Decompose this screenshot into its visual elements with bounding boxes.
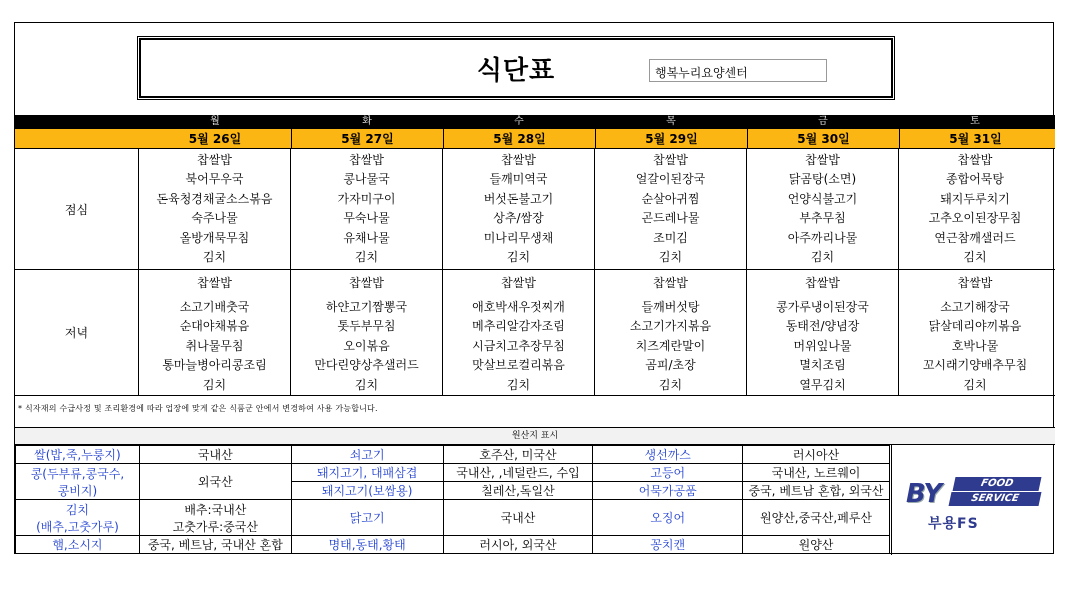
menu-item: 김치	[963, 377, 987, 392]
table-row	[16, 464, 890, 482]
menu-item: 통마늘병아리콩조림	[162, 358, 267, 373]
weekday-wed: 수	[514, 116, 524, 127]
origin-country	[139, 500, 291, 536]
origin-country: 원양산,중국산,페루산	[743, 500, 890, 536]
dinner-label: 저녁	[15, 270, 139, 395]
menu-item: 종합어묵탕	[946, 172, 1004, 187]
menu-item: 가자미구이	[337, 191, 396, 206]
lunch-label: 점심	[15, 149, 139, 269]
menu-item: 치즈계란말이	[635, 338, 706, 353]
dinner-day-1	[291, 270, 443, 395]
menu-item: 콩가루냉이된장국	[776, 300, 869, 314]
origin-item	[16, 464, 140, 500]
menu-item: 숙주나물	[191, 211, 238, 226]
menu-item: 찹쌀밥	[501, 276, 536, 290]
lunch-day-2	[443, 149, 595, 269]
origin-title: 원산지 표시	[15, 428, 1055, 445]
origin-country-line: 배추:국내산	[184, 502, 247, 517]
weekday-thu: 목	[666, 116, 676, 127]
origin-country: 중국, 베트남, 국내산 혼합	[139, 536, 291, 554]
page-title: 식단표	[476, 56, 556, 86]
logo-food: FOOD	[953, 477, 1042, 491]
origin-item: 쇠고기	[291, 446, 443, 464]
center-name: 행복누리요양센터	[649, 59, 827, 82]
origin-item: 고등어	[593, 464, 743, 482]
menu-item: 김치	[354, 249, 379, 264]
menu-item: 찹쌀밥	[197, 276, 232, 290]
logo-service: SERVICE	[949, 492, 1042, 506]
menu-item: 동태전/양념장	[785, 319, 860, 334]
origin-country: 칠레산,독일산	[443, 482, 593, 500]
date-sat: 5월 31일	[899, 129, 1051, 148]
dinner-day-2	[443, 270, 595, 395]
menu-item: 들깨버섯탕	[641, 300, 700, 314]
menu-item: 미나리무생채	[483, 230, 554, 245]
menu-item: 찹쌀밥	[805, 153, 840, 167]
origin-country: 국내산, ,네덜란드, 수입	[443, 464, 593, 482]
weekday-row	[15, 115, 1055, 129]
dinner-row	[15, 270, 1055, 396]
dinner-day-5	[899, 270, 1051, 395]
menu-item: 시금치고추장무침	[472, 338, 565, 353]
menu-item: 버섯돈불고기	[483, 191, 554, 206]
lunch-day-1	[291, 149, 443, 269]
menu-item: 김치	[202, 377, 227, 392]
lunch-day-3	[595, 149, 747, 269]
menu-item: 들깨미역국	[489, 172, 548, 187]
origin-item	[16, 500, 140, 536]
menu-item: 소고기배춧국	[179, 300, 250, 314]
menu-item: 돼지두루치기	[940, 191, 1010, 206]
menu-item: 상추/쌈장	[493, 211, 544, 226]
menu-item: 열무김치	[799, 377, 846, 392]
menu-item: 닭곰탕(소면)	[788, 172, 857, 187]
menu-item: 찹쌀밥	[957, 153, 993, 167]
logo-by: BY	[906, 479, 942, 509]
menu-item: 찹쌀밥	[653, 153, 688, 167]
origin-table	[15, 445, 890, 554]
menu-item: 찹쌀밥	[805, 276, 840, 290]
origin-item: 명태,동태,황태	[291, 536, 443, 554]
menu-item: 애호박새우젓찌개	[472, 300, 565, 314]
menu-item: 소고기해장국	[940, 300, 1010, 314]
menu-item: 콩나물국	[343, 172, 390, 187]
menu-item: 북어무우국	[185, 172, 244, 187]
menu-item: 부추무침	[799, 211, 846, 226]
table-row	[16, 536, 890, 554]
origin-item: 햄,소시지	[16, 536, 140, 554]
origin-country: 국내산, 노르웨이	[743, 464, 890, 482]
menu-item: 얼갈이된장국	[635, 172, 706, 187]
origin-item: 돼지고기, 대패삼겹	[291, 464, 443, 482]
menu-item: 김치	[202, 249, 227, 264]
menu-item: 김치	[810, 249, 835, 264]
menu-item: 곰피/초장	[645, 358, 696, 373]
menu-item: 아주까리나물	[787, 230, 858, 245]
menu-item: 찹쌀밥	[957, 276, 993, 290]
date-wed: 5월 28일	[443, 129, 595, 148]
menu-item: 순대야채볶음	[179, 319, 250, 334]
logo-company-name: 부용FS	[928, 516, 979, 532]
origin-item-line: 콩(두부류,콩국수,	[30, 466, 125, 481]
menu-item: 무숙나물	[343, 211, 390, 226]
menu-item: 머위잎나물	[793, 338, 852, 353]
origin-item: 꽁치캔	[593, 536, 743, 554]
menu-item: 찹쌀밥	[653, 276, 688, 290]
company-logo	[891, 445, 1055, 555]
menu-item: 김치	[658, 377, 683, 392]
origin-item-line: 김치	[65, 502, 90, 517]
dinner-day-3	[595, 270, 747, 395]
menu-item: 김치	[963, 249, 987, 264]
origin-country: 국내산	[139, 446, 291, 464]
weekday-tue: 화	[362, 116, 372, 127]
weekday-mon: 월	[210, 116, 220, 127]
menu-item: 김치	[658, 249, 683, 264]
menu-item: 톳두부무침	[337, 319, 396, 334]
origin-country: 외국산	[139, 464, 291, 500]
date-tue: 5월 27일	[291, 129, 443, 148]
origin-country: 중국, 베트남 혼합, 외국산	[743, 482, 890, 500]
menu-item: 조미김	[653, 230, 688, 245]
lunch-day-0	[139, 149, 291, 269]
origin-country: 호주산, 미국산	[443, 446, 593, 464]
table-row	[16, 500, 890, 536]
menu-item: 순살아귀찜	[641, 191, 700, 206]
menu-item: 꼬시래기양배추무침	[922, 358, 1028, 373]
menu-item: 돈육청경채굴소스볶음	[156, 191, 273, 206]
date-thu: 5월 29일	[595, 129, 747, 148]
origin-item: 오징어	[593, 500, 743, 536]
menu-item: 닭살데리야끼볶음	[928, 319, 1022, 334]
menu-item: 찹쌀밥	[501, 153, 536, 167]
menu-item: 유채나물	[343, 230, 390, 245]
table-row	[16, 446, 890, 464]
origin-section	[15, 427, 1055, 555]
menu-item: 소고기가지볶음	[629, 319, 712, 334]
menu-item: 메추리알감자조림	[472, 319, 565, 334]
date-mon: 5월 26일	[188, 132, 242, 146]
menu-item: 멸치조림	[799, 358, 846, 373]
origin-item: 닭고기	[291, 500, 443, 536]
menu-item: 오이볶음	[343, 338, 390, 353]
origin-country-line: 고춧가루:중국산	[172, 519, 258, 534]
menu-item: 곤드레나물	[641, 211, 700, 226]
lunch-row	[15, 149, 1055, 270]
origin-item-line: 콩비지)	[57, 483, 98, 498]
menu-item: 언양식불고기	[787, 191, 858, 206]
origin-item: 생선까스	[593, 446, 743, 464]
dinner-day-4	[747, 270, 899, 395]
origin-country: 러시아산	[743, 446, 890, 464]
origin-item-line: (배추,고춧가루)	[36, 519, 119, 534]
menu-item: 김치	[506, 249, 531, 264]
weekday-sat: 토	[970, 116, 980, 127]
menu-item: 취나물무침	[185, 338, 244, 353]
menu-item: 만다린양상추샐러드	[314, 358, 419, 373]
menu-item: 올방개묵무침	[179, 230, 250, 245]
menu-sheet	[14, 22, 1054, 554]
origin-item: 돼지고기(보쌈용)	[291, 482, 443, 500]
origin-country: 원양산	[743, 536, 890, 554]
weekday-fri: 금	[818, 116, 828, 127]
origin-item: 어묵가공품	[593, 482, 743, 500]
lunch-day-5	[899, 149, 1051, 269]
menu-item: 하얀고기짬뽕국	[325, 300, 408, 314]
menu-item: 찹쌀밥	[349, 153, 384, 167]
menu-item: 맛살브로컬리볶음	[472, 358, 565, 373]
substitution-note: * 식자재의 수급사정 및 조리환경에 따라 업장에 맞게 같은 식품군 안에서 변경하여 사용 가능합니다.	[18, 404, 378, 413]
menu-item: 김치	[506, 377, 531, 392]
date-fri: 5월 30일	[747, 129, 899, 148]
date-row	[15, 129, 1055, 149]
lunch-day-4	[747, 149, 899, 269]
menu-item: 연근참깨샐러드	[934, 230, 1016, 245]
title-box	[139, 38, 893, 98]
menu-item: 호박나물	[951, 338, 999, 353]
menu-item: 김치	[354, 377, 379, 392]
origin-item: 쌀(밥,죽,누룽지)	[16, 446, 140, 464]
origin-country: 국내산	[443, 500, 593, 536]
menu-item: 찹쌀밥	[197, 153, 232, 167]
origin-country: 러시아, 외국산	[443, 536, 593, 554]
dinner-day-0	[139, 270, 291, 395]
menu-item: 고추오이된장무침	[928, 211, 1022, 226]
menu-item: 찹쌀밥	[349, 276, 384, 290]
